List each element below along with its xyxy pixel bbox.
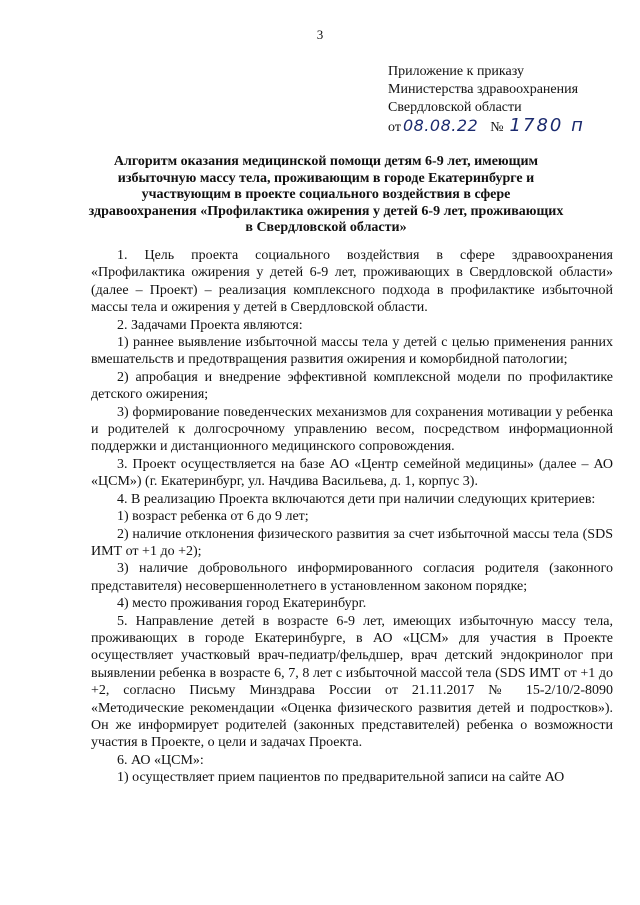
paragraph: 1. Цель проекта социального воздействия в сфере здравоохранения «Профилактика ожирения у детей 6-9 лет, проживающих в Свердловской области» (далее – Проект) – реализация комплексного подхода в профилактике избыточной массы тела и ожирения у детей в Свердловской области. bbox=[91, 248, 613, 316]
appendix-line-1: Приложение к приказу bbox=[388, 64, 524, 79]
appendix-line-3: Свердловской области bbox=[388, 100, 522, 115]
paragraph: 2) апробация и внедрение эффективной комплексной модели по профилактике детского ожирения; bbox=[91, 369, 613, 403]
appendix-line-2: Министерства здравоохранения bbox=[388, 82, 579, 97]
paragraph: 3. Проект осуществляется на базе АО «Центр семейной медицины» (далее – АО «ЦСМ») (г. Екатеринбург, ул. Начдива Васильева, д. 1, корпус 3). bbox=[91, 456, 613, 490]
number-prefix: № bbox=[490, 120, 504, 135]
document-title: Алгоритм оказания медицинской помощи детям 6-9 лет, имеющим избыточную массу тела, проживающим в городе Екатеринбурге и участвующим в проекте социального воздействия в сфере здравоохранения «Профилактика ожирения у детей 6-9 лет, проживающих в Свердловской области» bbox=[88, 154, 564, 235]
paragraph: 6. АО «ЦСМ»: bbox=[117, 752, 204, 768]
paragraph: 1) возраст ребенка от 6 до 9 лет; bbox=[117, 509, 309, 525]
date-prefix: от bbox=[388, 120, 401, 135]
paragraph: 4) место проживания город Екатеринбург. bbox=[117, 596, 367, 612]
order-date-number-line bbox=[388, 117, 585, 137]
document-body bbox=[91, 247, 613, 787]
appendix-header bbox=[388, 63, 585, 137]
paragraph: 2) наличие отклонения физического развития за счет избыточной массы тела (SDS ИМТ от +1 до +2); bbox=[91, 526, 613, 559]
paragraph: 1) осуществляет прием пациентов по предварительной записи на сайте АО bbox=[117, 770, 565, 786]
handwritten-order-number: 1780 п bbox=[509, 115, 585, 136]
paragraph: 5. Направление детей в возрасте 6-9 лет, имеющих избыточную массу тела, проживающих в городе Екатеринбурге, в АО «ЦСМ» для участия в Проекте осуществляет участковый врач-педиатр/фельдшер, врач детский эндокринолог при выявлении ребенка в возрасте 6, 7, 8 лет с избыточной массой тела (SDS ИМТ от +1 до +2, согласно Письму Минздрава России от 21.11.2017 № 15-2/10/2-8090 «Методические рекомендации «Оценка физического развития детей и подростков»). Он же информирует родителей (законных представителей) ребенка о возможности участия в Проекте, о цели и задачах Проекта. bbox=[91, 613, 613, 751]
paragraph: 2. Задачами Проекта являются: bbox=[117, 317, 303, 333]
page-number: 3 bbox=[316, 27, 324, 42]
paragraph: 4. В реализацию Проекта включаются дети при наличии следующих критериев: bbox=[117, 491, 596, 507]
handwritten-date: 08.08.22 bbox=[402, 116, 479, 135]
paragraph: 1) раннее выявление избыточной массы тела у детей с целью применения ранних вмешательств и предотвращения развития ожирения и коморбидной патологии; bbox=[91, 335, 613, 368]
paragraph: 3) наличие добровольного информированного согласия родителя (законного представителя) несовершеннолетнего в установленном законом порядке; bbox=[91, 561, 613, 594]
paragraph: 3) формирование поведенческих механизмов для сохранения мотивации у ребенка и родителей к долгосрочному управлению весом, посредством информационной поддержки и дистанционного медицинского сопровождения. bbox=[91, 404, 613, 455]
